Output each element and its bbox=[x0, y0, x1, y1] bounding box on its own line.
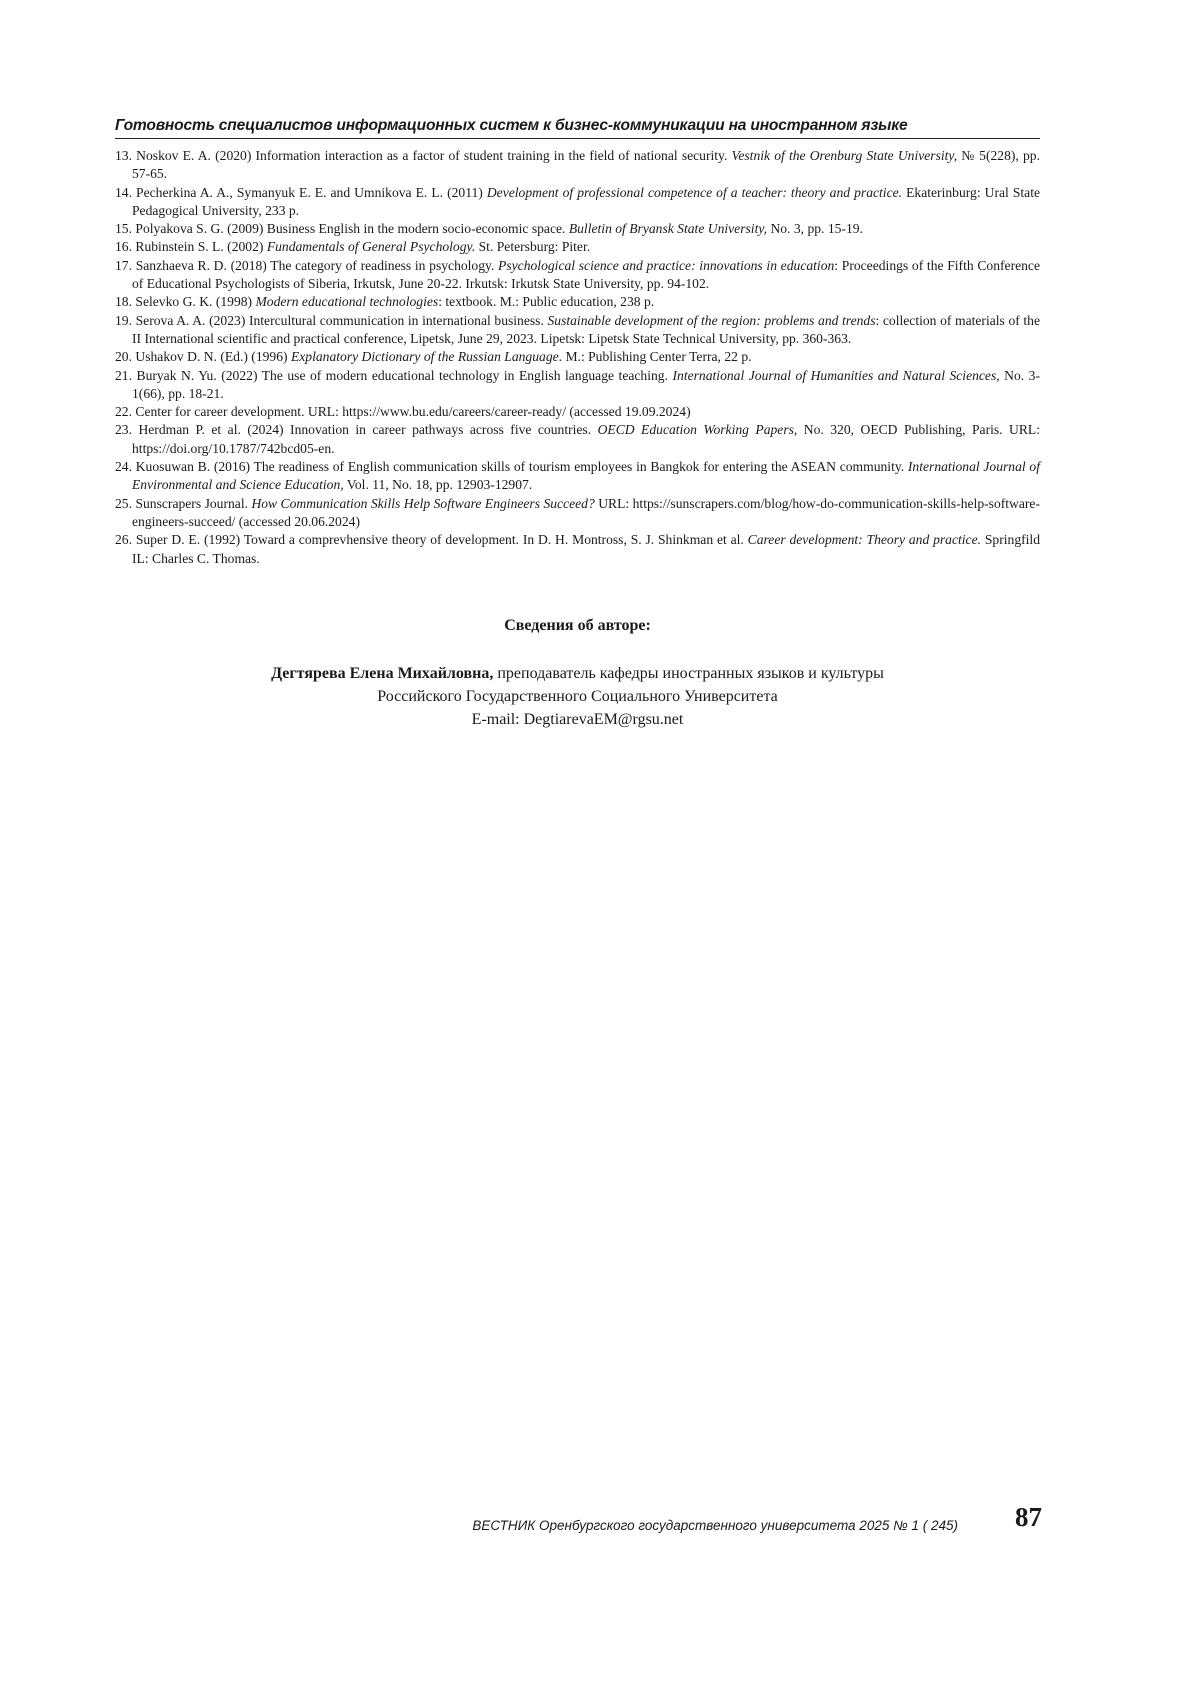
reference-item bbox=[115, 238, 1040, 256]
reference-item bbox=[115, 421, 1040, 458]
reference-text: Noskov E. A. (2020) Information interaction as a factor of student training in the field of national security. bbox=[132, 148, 732, 163]
reference-number: 26. bbox=[115, 532, 132, 548]
reference-number: 16. bbox=[115, 239, 132, 255]
reference-source: How Communication Skills Help Software Engineers Succeed? bbox=[251, 495, 595, 511]
reference-text: Ekaterinburg: Ural State Pedagogical University, 233 p. bbox=[132, 184, 1040, 218]
reference-item bbox=[115, 495, 1040, 532]
author-affiliation: Российского Государственного Социального Университета bbox=[377, 688, 778, 705]
author-info bbox=[115, 662, 1040, 731]
reference-number: 21. bbox=[115, 367, 132, 383]
reference-text: URL: https://sunscrapers.com/blog/how-do-communication-skills-help-software-engineers-succeed/ (accessed 20.06.2024) bbox=[132, 495, 1040, 529]
reference-text: Center for career development. URL: https://www.bu.edu/careers/career-ready/ (accessed 19.09.2024) bbox=[132, 404, 691, 420]
reference-source: Explanatory Dictionary of the Russian Language bbox=[290, 349, 559, 365]
reference-item bbox=[115, 293, 1040, 311]
journal-footer: ВЕСТНИК Оренбургского государственного университета 2025 № 1 ( 245) bbox=[472, 1518, 958, 1533]
reference-list bbox=[115, 147, 1040, 568]
reference-item bbox=[115, 257, 1040, 294]
reference-item bbox=[115, 367, 1040, 404]
reference-number: 13. bbox=[115, 148, 132, 163]
reference-text: St. Petersburg: Piter. bbox=[475, 239, 591, 255]
reference-text: : collection of materials of the II International scientific and practical conference, Lipetsk, June 29, 2023. Lipetsk: Lipetsk State Technical University, pp. 360-363. bbox=[132, 312, 1040, 346]
reference-source: International Journal of Environmental and Science Education, bbox=[132, 459, 1040, 493]
reference-text: Selevko G. K. (1998) bbox=[132, 294, 256, 310]
reference-source: OECD Education Working Papers bbox=[597, 422, 794, 438]
reference-source: Fundamentals of General Psychology. bbox=[266, 239, 476, 255]
reference-text: № 5(228), pp. 57-65. bbox=[132, 148, 1040, 182]
reference-source: Sustainable development of the region: problems and trends bbox=[547, 312, 876, 328]
author-name: Дегтярева Елена Михайловна, bbox=[271, 665, 494, 682]
reference-text: Super D. E. (1992) Toward a comprevhensive theory of development. In D. H. Montross, S. J. Shinkman et al. bbox=[132, 532, 748, 548]
reference-text: , No. 320, OECD Publishing, Paris. URL: https://doi.org/10.1787/742bcd05-en. bbox=[132, 422, 1040, 456]
header-divider bbox=[115, 138, 1040, 139]
reference-source: Vestnik of the Orenburg State University, bbox=[731, 148, 958, 163]
reference-source: International Journal of Humanities and Natural Sciences, bbox=[672, 367, 1000, 383]
reference-number: 18. bbox=[115, 294, 132, 310]
reference-item bbox=[115, 458, 1040, 495]
reference-text: Springfild IL: Charles C. Thomas. bbox=[132, 532, 1040, 566]
reference-text: Ushakov D. N. (Ed.) (1996) bbox=[132, 349, 291, 365]
author-email: E-mail: DegtiarevaEM@rgsu.net bbox=[471, 711, 684, 728]
reference-source: Career development: Theory and practice. bbox=[747, 532, 982, 548]
reference-text: Pecherkina A. A., Symanyuk E. E. and Umnikova E. L. (2011) bbox=[132, 184, 487, 200]
reference-item bbox=[115, 220, 1040, 238]
reference-number: 14. bbox=[115, 184, 132, 200]
reference-text: Herdman P. et al. (2024) Innovation in career pathways across five countries. bbox=[132, 422, 598, 438]
reference-text: No. 3-1(66), pp. 18-21. bbox=[132, 367, 1041, 401]
reference-source: Modern educational technologies bbox=[255, 294, 439, 310]
reference-number: 17. bbox=[115, 257, 132, 273]
reference-source: Development of professional competence of a teacher: theory and practice. bbox=[486, 184, 903, 200]
reference-text: . M.: Publishing Center Terra, 22 p. bbox=[558, 349, 752, 365]
reference-text: Sanzhaeva R. D. (2018) The category of readiness in psychology. bbox=[132, 257, 499, 273]
reference-number: 23. bbox=[115, 422, 132, 438]
author-position: преподаватель кафедры иностранных языков и культуры bbox=[493, 665, 884, 682]
reference-text: Sunscrapers Journal. bbox=[132, 495, 252, 511]
reference-number: 20. bbox=[115, 349, 132, 365]
reference-source: Bulletin of Bryansk State University, bbox=[568, 221, 768, 237]
reference-text: Rubinstein S. L. (2002) bbox=[132, 239, 267, 255]
running-header: Готовность специалистов информационных систем к бизнес-коммуникации на иностранном языке bbox=[115, 117, 908, 134]
reference-number: 25. bbox=[115, 495, 132, 511]
reference-text: Vol. 11, No. 18, pp. 12903-12907. bbox=[343, 477, 533, 493]
reference-number: 15. bbox=[115, 221, 132, 237]
reference-text: No. 3, pp. 15-19. bbox=[767, 221, 863, 237]
reference-item bbox=[115, 312, 1040, 349]
reference-item bbox=[115, 348, 1040, 366]
reference-text: : Proceedings of the Fifth Conference of Educational Psychologists of Siberia, Irkutsk, June 20-22. Irkutsk: Irkutsk State University, pp. 94-102. bbox=[132, 257, 1041, 292]
reference-item bbox=[115, 403, 1040, 421]
page-number: 87 bbox=[1015, 1502, 1042, 1532]
reference-number: 24. bbox=[115, 459, 132, 475]
reference-text: Buryak N. Yu. (2022) The use of modern educational technology in English language teaching. bbox=[132, 367, 673, 383]
author-info-heading: Сведения об авторе: bbox=[504, 617, 651, 634]
author-name-line bbox=[115, 662, 1040, 685]
reference-item bbox=[115, 147, 1040, 184]
reference-text: : textbook. M.: Public education, 238 p. bbox=[438, 294, 655, 310]
reference-text: Kuosuwan B. (2016) The readiness of English communication skills of tourism employees in Bangkok for entering the ASEAN community. bbox=[132, 459, 908, 475]
reference-text: Polyakova S. G. (2009) Business English in the modern socio-economic space. bbox=[132, 221, 569, 237]
reference-item bbox=[115, 531, 1040, 568]
reference-number: 22. bbox=[115, 404, 132, 420]
reference-item bbox=[115, 184, 1040, 221]
reference-source: Psychological science and practice: innovations in education bbox=[498, 257, 835, 273]
reference-number: 19. bbox=[115, 312, 132, 328]
reference-text: Serova A. A. (2023) Intercultural communication in international business. bbox=[132, 312, 548, 328]
